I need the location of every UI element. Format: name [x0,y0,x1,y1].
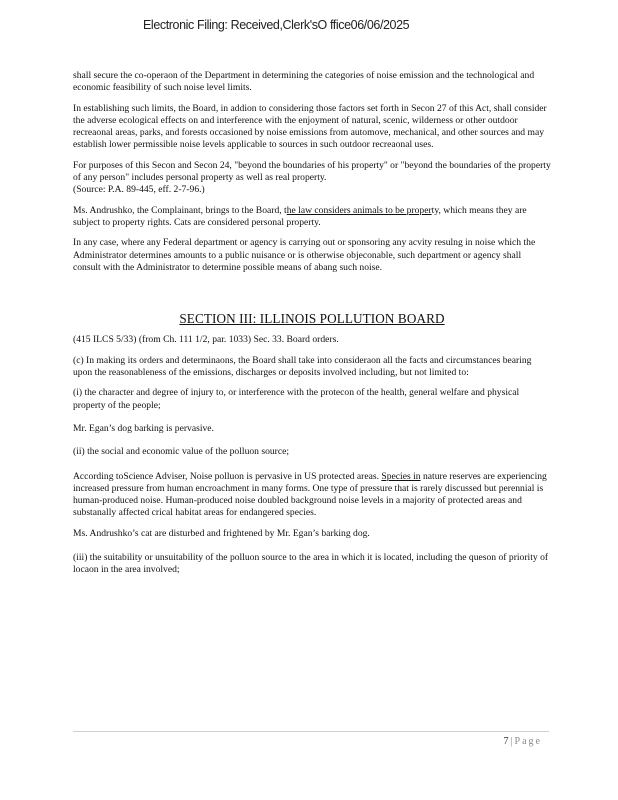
paragraph: (iii) the suitability or unsuitability of the polluon source to the area in which it is located, including the queson of priority of locaon in the area involved; [73,552,549,576]
paragraph: In any case, where any Federal department or agency is carrying out or sponsoring any acvity resulng in noise which the Administrator determines amounts to a public nuisance or is otherwise objeconable, such department or agency shall consult with the Administrator to determine possible means of abang such noise. [73,237,536,273]
quote-text: nature reserves are experiencing increased pressure from human encroachment in many forms. One type of pressure that is rarely discussed but perennial is human-produced noise. Human-produced noise doubled background noise levels in a majority of protected areas and substanally affected crical habitat areas for endangered species. [73,470,547,519]
paragraph: shall secure the co-operaon of the Department in determining the categories of noise emission and the technological and economic feasibility of such noise level limits. [73,70,535,94]
statute-reference: (415 ILCS 5/33) (from Ch. 111 1/2, par. 1033) Sec. 33. Board orders. [73,334,339,346]
paragraph [73,205,551,230]
paragraph-text: Ms. Andrushko, the Complainant, brings to the Board, t [73,204,287,216]
paragraph: (c) In making its orders and determinaons, the Board shall take into consideraon all the facts and circumstances bearing upon the reasonableness of the emissions, discharges or deposits involved including, but not limited to: [73,354,532,379]
section-heading: SECTION III: ILLINOIS POLLUTION BOARD [179,311,445,327]
page-footer [504,736,542,747]
quote-text: According toScience Adviser, Noise polluon is pervasive in US protected areas. [73,470,382,482]
underlined-text: Species in [381,470,421,482]
footer-divider [73,731,549,732]
footer-separator: | [510,736,513,747]
block-quote [73,471,551,520]
paragraph: (i) the character and degree of injury to, or interference with the protecon of the health, general welfare and physical property of the people; [73,387,520,411]
page-label: Page [514,736,542,747]
paragraph: Ms. Andrushko’s cat are disturbed and frightened by Mr. Egan’s barking dog. [73,527,370,539]
paragraph: (ii) the social and economic value of the polluon source; [73,446,290,458]
document-body [73,70,551,585]
source-citation: (Source: P.A. 89-445, eff. 2-7-96.) [73,184,205,196]
paragraph [73,160,551,185]
paragraph: Mr. Egan’s dog barking is pervasive. [73,422,214,434]
paragraph-text: For purposes of this Secon and Secon 24, "beyond the boundaries of his property" or "beyond the boundaries of the property of any person" includes personal property as well as real property. [73,159,551,184]
paragraph: In establishing such limits, the Board, in addion to considering those factors set forth in Secon 27 of this Act, shall consider the adverse ecological effects on and interference with the enjoyment of natural, scenic, wilderness or other outdoor recreaonal areas, parks, and forests occasioned by noise emissions from automove, mechanical, and other sources and may establish lower permissible noise levels applicable to sources in such outdoor recreaonal uses. [73,102,547,151]
paragraph-text: ty, which means they are subject to property rights. Cats are considered personal property. [73,204,527,228]
spacer [73,282,551,302]
filing-stamp: Electronic Filing: Received,Clerk'sO ffice06/06/2025 [143,18,410,32]
underlined-text: he law considers animals to be proper [286,204,432,216]
page-number: 7 [503,736,509,747]
